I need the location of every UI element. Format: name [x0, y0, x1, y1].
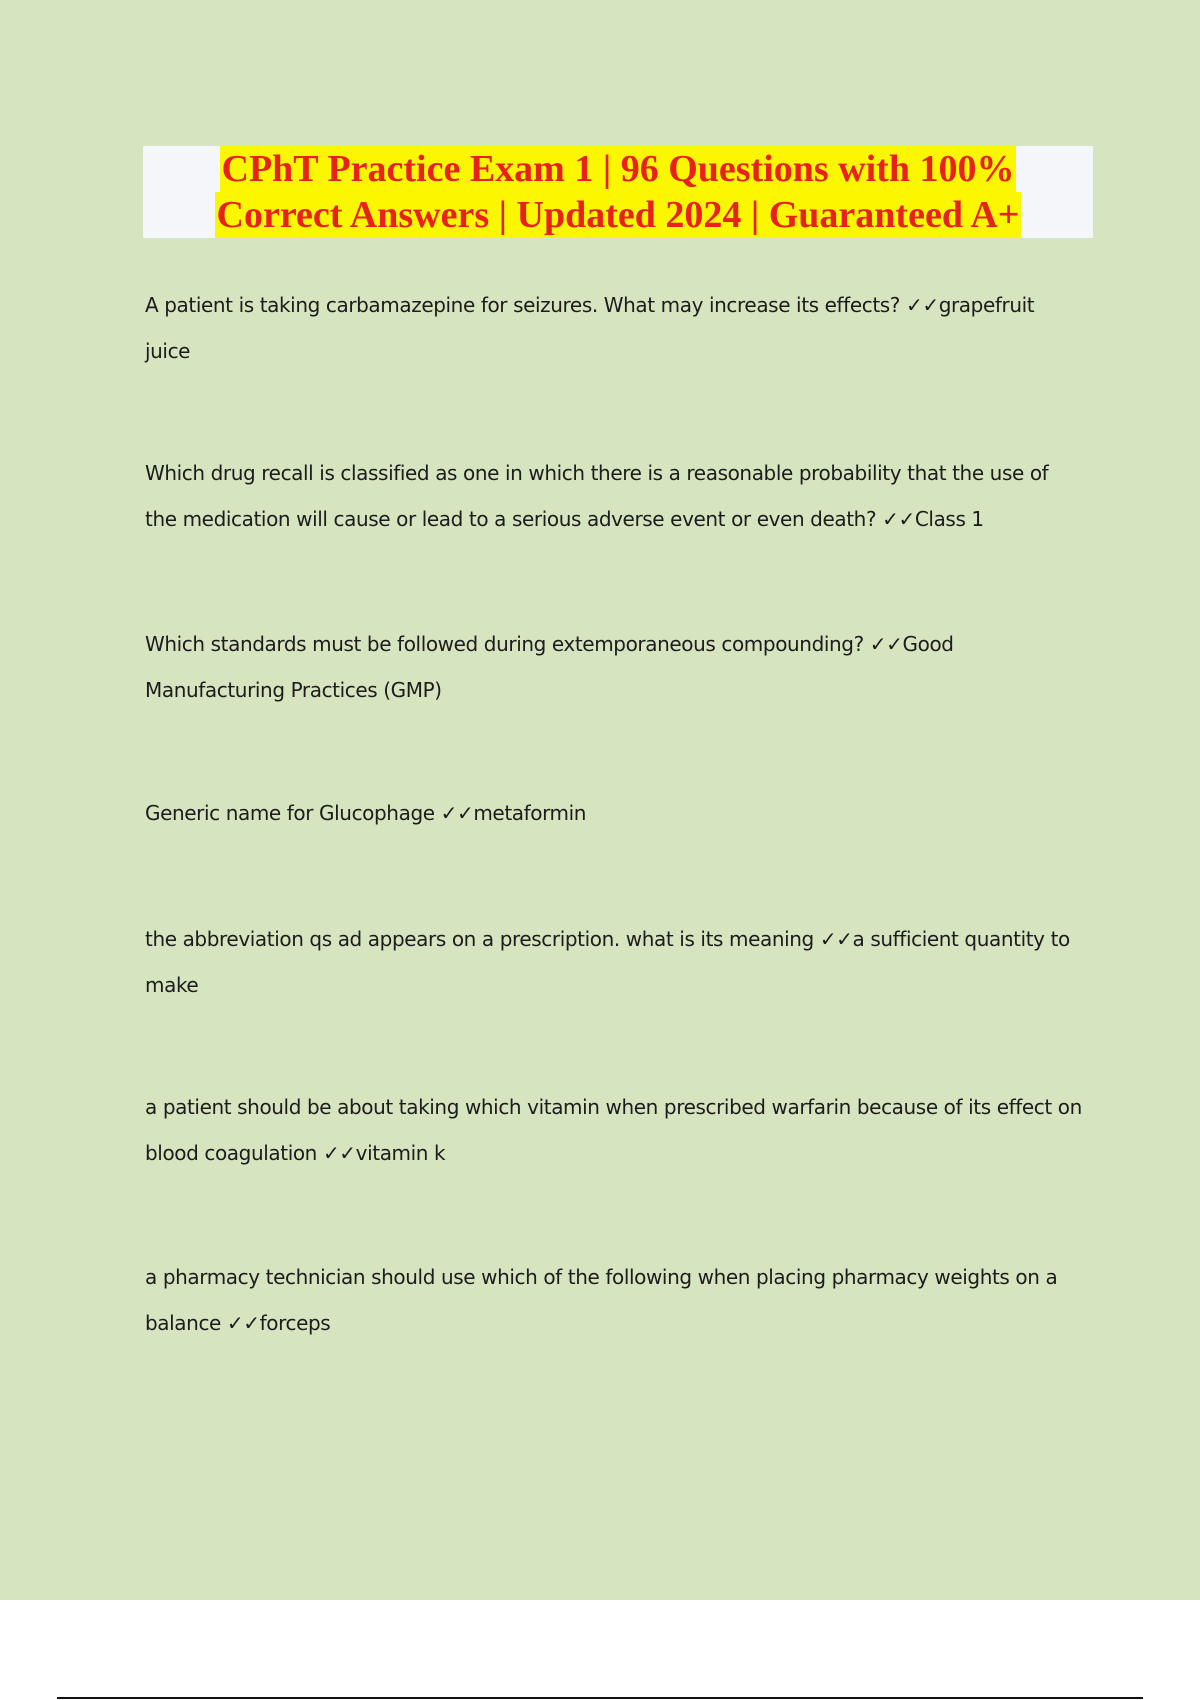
answer-check-icon: ✓✓: [440, 801, 474, 825]
answer-text: forceps: [259, 1311, 331, 1335]
question-text: Which standards must be followed during extemporaneous compounding?: [145, 632, 864, 656]
answer-check-icon: ✓✓: [882, 507, 915, 531]
title-line-1: CPhT Practice Exam 1 | 96 Questions with 100%: [221, 148, 1015, 190]
answer-check-icon: ✓✓: [869, 632, 903, 656]
answer-text: grapefruit juice: [145, 293, 1035, 363]
qa-item: [145, 1254, 1085, 1346]
question-text: a pharmacy technician should use which of the following when placing pharmacy weights on a balance: [145, 1265, 1058, 1335]
answer-text: vitamin k: [355, 1141, 446, 1165]
question-text: a patient should be about taking which vitamin when prescribed warfarin because of its effect on blood coagulation: [145, 1095, 1082, 1165]
document-title-banner: [143, 146, 1093, 238]
answer-text: Good Manufacturing Practices (GMP): [145, 632, 954, 702]
qa-item: [145, 790, 1085, 836]
answer-check-icon: ✓✓: [226, 1311, 260, 1335]
footer-divider: [57, 1697, 1143, 1699]
answer-text: metaformin: [473, 801, 587, 825]
answer-text: a sufficient quantity to make: [145, 927, 1070, 997]
answer-check-icon: ✓✓: [905, 293, 939, 317]
question-text: Generic name for Glucophage: [145, 801, 435, 825]
qa-item: [145, 1084, 1085, 1176]
answer-check-icon: ✓✓: [322, 1141, 356, 1165]
qa-item: [145, 621, 1085, 713]
question-text: Which drug recall is classified as one in which there is a reasonable probability that the use of the medication will cause or lead to a serious adverse event or even death?: [145, 461, 1049, 531]
qa-item: [145, 450, 1085, 542]
title-line-2: Correct Answers | Updated 2024 | Guaranteed A+: [216, 194, 1020, 236]
answer-check-icon: ✓✓: [819, 927, 853, 951]
qa-item: [145, 916, 1085, 1008]
answer-text: Class 1: [914, 507, 984, 531]
qa-item: [145, 282, 1085, 374]
question-text: the abbreviation qs ad appears on a prescription. what is its meaning: [145, 927, 814, 951]
question-text: A patient is taking carbamazepine for seizures. What may increase its effects?: [145, 293, 900, 317]
